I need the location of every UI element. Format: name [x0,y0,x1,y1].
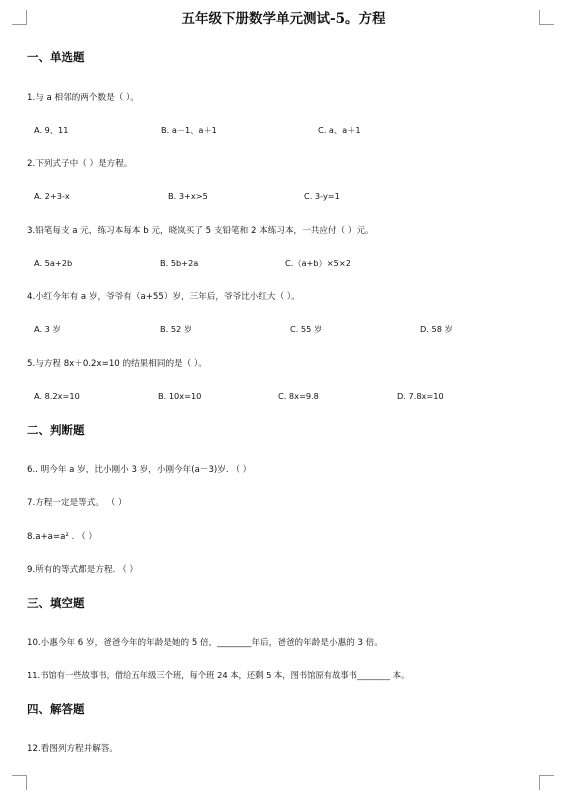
crop-mark-bottom-left [12,775,27,790]
q1-option-b: B. a－1、a＋1 [161,125,217,135]
q4-option-a: A. 3 岁 [34,324,61,334]
q3-option-c: C.（a+b）×5×2 [285,258,351,268]
q4-option-b: B. 52 岁 [160,324,193,334]
question-6: 6.. 明今年 a 岁，比小刚小 3 岁，小刚今年(a－3)岁. （ ） [27,465,252,475]
question-7: 7.方程一定是等式。 （ ） [27,498,127,508]
question-9: 9.所有的等式都是方程. （ ） [27,565,138,575]
q4-option-d: D. 58 岁 [420,324,453,334]
q1-option-a: A. 9、11 [34,125,69,135]
question-10: 10.小惠今年 6 岁，爸爸今年的年龄是她的 5 倍，________年后，爸爸的年龄是小惠的 3 倍。 [27,638,383,648]
section-heading-true-false: 二、判断题 [27,423,85,437]
question-4: 4.小红今年有 a 岁，爷爷有（a+55）岁，三年后，爷爷比小红大（ ）。 [27,292,300,302]
question-5: 5.与方程 8x＋0.2x=10 的结果相同的是（ ）。 [27,359,207,369]
question-12: 12.看图列方程并解答。 [27,744,119,754]
section-heading-fill-blank: 三、填空题 [27,596,85,610]
q2-option-b: B. 3+x>5 [168,191,208,201]
q5-option-d: D. 7.8x=10 [397,391,444,401]
q4-option-c: C. 55 岁 [290,324,323,334]
q1-option-c: C. a、a＋1 [318,125,361,135]
q5-option-a: A. 8.2x=10 [34,391,80,401]
q3-option-b: B. 5b+2a [160,258,199,268]
q2-option-c: C. 3-y=1 [304,191,340,201]
section-heading-solve: 四、解答题 [27,702,85,716]
question-1: 1.与 a 相邻的两个数是（ ）。 [27,93,139,103]
q2-option-a: A. 2+3-x [34,191,70,201]
q5-option-b: B. 10x=10 [158,391,202,401]
crop-mark-bottom-right [539,775,554,790]
page-title: 五年级下册数学单元测试-5。方程 [181,11,386,27]
question-11: 11.书馆有一些故事书，借给五年级三个班，每个班 24 本，还剩 5 本，图书馆原有故事书________ 本。 [27,670,410,680]
section-heading-single-choice: 一、单选题 [27,50,85,64]
question-8: 8.a+a=a² . （ ） [27,532,97,542]
q3-option-a: A. 5a+2b [34,258,73,268]
question-3: 3.铅笔每支 a 元，练习本每本 b 元，晓岚买了 5 支铅笔和 2 本练习本，一共应付（ ）元。 [27,226,374,236]
q5-option-c: C. 8x=9.8 [278,391,319,401]
question-2: 2.下列式子中（ ）是方程。 [27,159,133,169]
